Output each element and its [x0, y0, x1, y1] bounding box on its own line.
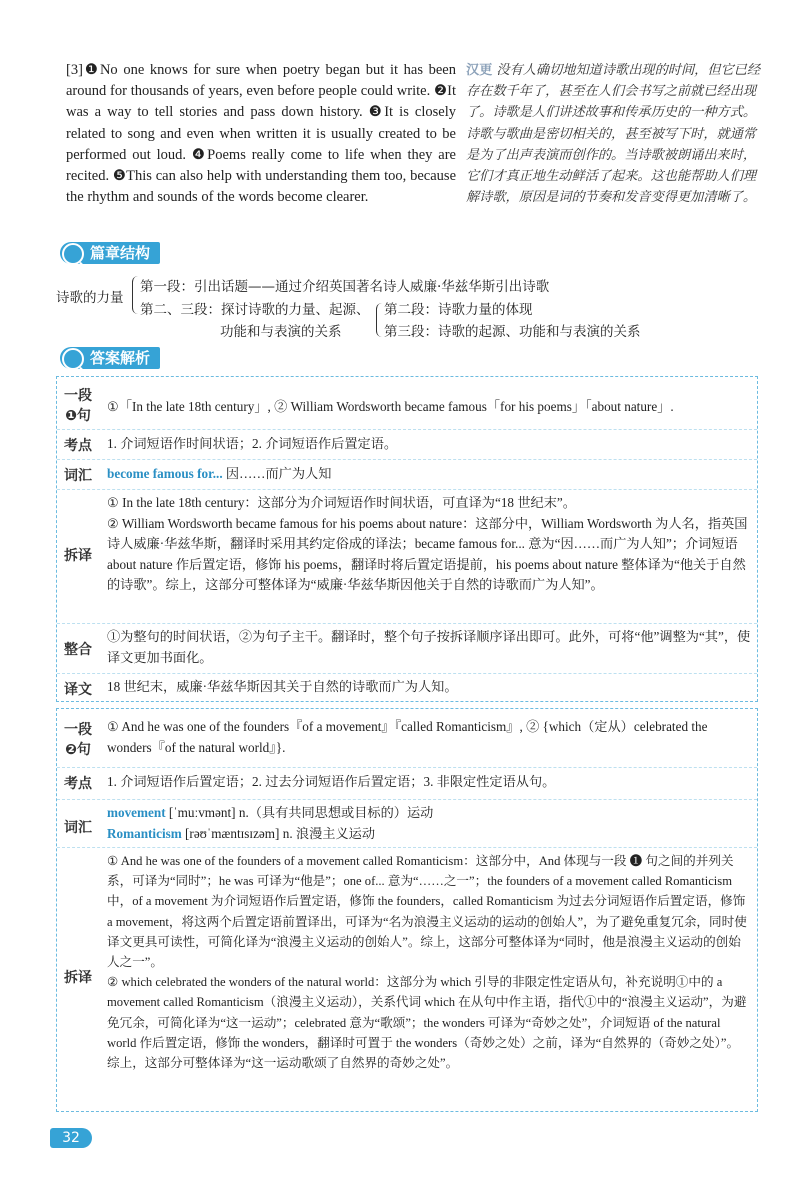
sentence-2-vocab-label: 词汇: [64, 820, 92, 836]
sentence-1-kd: 1. 介词短语作时间状语；2. 介词短语作后置定语。: [107, 436, 398, 451]
sentence-1-zh-label: 整合: [64, 642, 92, 658]
translation-tag: 汉更: [466, 63, 493, 78]
answer-box-sentence-2: [56, 708, 758, 1112]
structure-diagram: [0, 0, 800, 350]
sentence-2-vocab: movement [ˈmuːvmənt] n.（具有共同思想或目标的）运动 Romanticism [rəʊˈmæntɪsɪzəm] n. 浪漫主义运动: [107, 805, 434, 841]
sentence-1-label: 一段 ❶句: [64, 388, 92, 424]
sentence-1-vocab: [107, 464, 751, 485]
sentence-1-vocab-label: 词汇: [64, 468, 92, 484]
sentence-1-yw: 18 世纪末，威廉·华兹华斯因其关于自然的诗歌而广为人知。: [107, 679, 458, 694]
sentence-2-label: 一段 ❷句: [64, 722, 92, 758]
structure-brace-sub: [376, 303, 383, 337]
vocab-def: 因……而广为人知: [225, 466, 332, 481]
sentence-2-kd-label: 考点: [64, 776, 92, 792]
vocab-term-romanticism: Romanticism: [107, 825, 182, 841]
sentence-2-kd: 1. 介词短语作后置定语；2. 过去分词短语作后置定语；3. 非限定性定语从句。: [107, 774, 556, 789]
sentence-1-kd-label: 考点: [64, 438, 92, 454]
magnifier-icon: [62, 348, 84, 370]
sentence-1-zh: ①为整句的时间状语，②为句子主干。翻译时，整个句子按拆译顺序译出即可。此外，可将“他”调整为“其”，使译文更加书面化。: [107, 629, 751, 665]
vocab-term: become famous for...: [107, 466, 223, 481]
vocab-term-movement: movement: [107, 805, 166, 820]
english-passage: [3]❶No one knows for sure when poetry began but it has been around for thousands of years, even before people could write. ❷It was a way to tell stories and pass down history. ❸It is closely related to song and even when written it is usually created to be performed out loud. ❹Poems really come to life when they are recited. ❺This can also help with understanding them too, because the rhythm and sounds of the words become clearer.: [66, 62, 456, 206]
sentence-2-text: ① And he was one of the founders『of a movement』『called Romanticism』, ② {which（定从）celebrated the wonders『of the natural world』}.: [107, 719, 708, 755]
chinese-translation-text: 没有人确切地知道诗歌出现的时间，但它已经存在数千年了，甚至在人们会书写之前就已经出现了。诗歌是人们讲述故事和传承历史的一种方式。诗歌与歌曲是密切相关的，甚至被写下时，就通常是为了出声表演而创作的。当诗歌被朗诵出来时，它们才真正地生动鲜活了起来。这也能帮助人们理解诗歌，原因是词的节奏和发音变得更加清晰了。: [466, 63, 761, 206]
answers-header: [60, 347, 180, 371]
structure-para3: 第三段：诗歌的起源、功能和与表演的关系: [384, 324, 641, 340]
structure-para1: 第一段：引出话题——通过介绍英国著名诗人威廉·华兹华斯引出诗歌: [140, 279, 550, 295]
sentence-1-cy1: ① In the late 18th century：这部分为介词短语作时间状语，可直译为“18 世纪末”。: [107, 495, 576, 510]
sentence-2-cy-label: 拆译: [64, 970, 92, 986]
sentence-1-text: ①「In the late 18th century」, ② William Wordsworth became famous「for his poems」「about nature」.: [107, 399, 674, 414]
answers-header-label: 答案解析: [90, 349, 151, 367]
structure-header-label: 篇章结构: [90, 244, 151, 262]
structure-para2: 第二段：诗歌力量的体现: [384, 302, 533, 318]
sentence-2-cy1: ① And he was one of the founders of a movement called Romanticism：这部分中，And 体现与一段 ❶ 句之间的并列关系，可译为“同时”；he was 可译为“他是”；one of... 意为“……之一”；the founders of a movement called Romanticism 中，of a movement 为介词短语作后置定语，修饰 the founders，called Romanticism 为过去分词短语作后置定语，修饰 a movement，将这两个后置定语前置译出，可译为“名为浪漫主义运动的运动的创始人”，为了避免重复冗余，同时使译文更具可读性，可简化译为“浪漫主义运动的创始人”。综上，这部分可整体译为“同时，他是浪漫主义运动的创始人之一”。: [107, 854, 747, 970]
structure-brace-root: [132, 276, 139, 314]
sentence-1-cy: [107, 493, 751, 596]
page-number: 32: [50, 1128, 92, 1148]
structure-para23: 第二、三段：探讨诗歌的力量、起源、: [140, 302, 370, 318]
sentence-1-cy-label: 拆译: [64, 548, 92, 564]
sentence-2-cy2: ② which celebrated the wonders of the natural world：这部分为 which 引导的非限定性定语从句，补充说明①中的 a movement called Romanticism（浪漫主义运动），关系代词 which 在从句中作主语，指代①中的“浪漫主义运动”，为避免冗余，可简化译为“这一运动”；celebrated 意为“歌颂”；the wonders 可译为“奇妙之处”，介词短语 of the natural world 作后置定语，修饰 the wonders，翻译时可置于 the wonders（奇妙之处）之前，译为“自然界的（奇妙之处）”。综上，这部分可整体译为“这一运动歌颂了自然界的奇妙之处”。: [107, 975, 747, 1071]
structure-root: 诗歌的力量: [56, 290, 124, 306]
structure-para23-cont: 功能和与表演的关系: [220, 324, 342, 340]
sentence-1-yw-label: 译文: [64, 682, 92, 698]
sentence-2-cy: [107, 851, 751, 1073]
sentence-1-cy2: ② William Wordsworth became famous for his poems about nature：这部分中，William Wordsworth 为人名，指英国诗人威廉·华兹华斯，翻译时采用其约定俗成的译法；became famous for... 意为“因……而广为人知”；介词短语 about nature 作后置定语，修饰 his poems，翻译时将后置定语提前，his poems about nature 整体译为“他关于自然的诗歌”。综上，这部分可整体译为“威廉·华兹华斯因他关于自然的诗歌而广为人知”。: [107, 515, 748, 592]
answer-box-sentence-1: [56, 376, 758, 702]
